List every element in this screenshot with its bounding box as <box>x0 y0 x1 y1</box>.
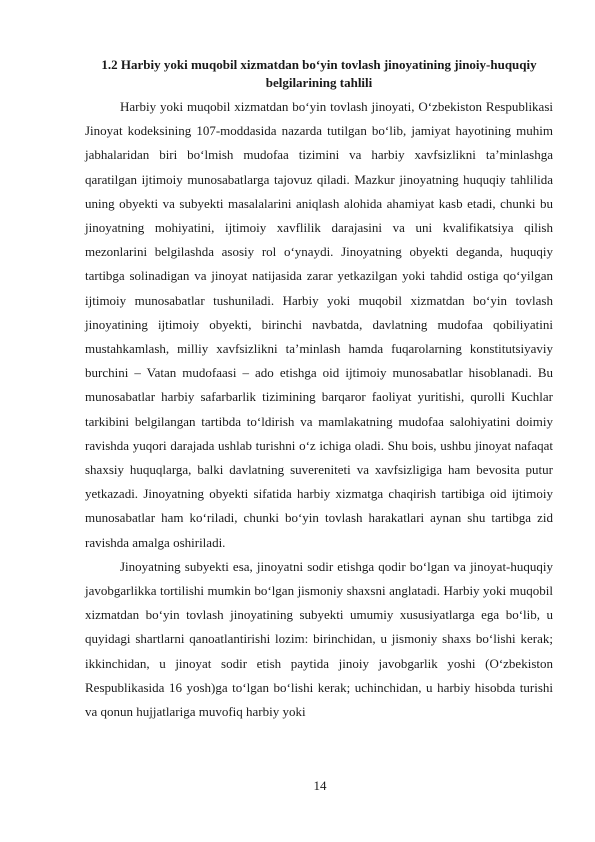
paragraph: Harbiy yoki muqobil xizmatdan bo‘yin tovlash jinoyati, O‘zbekiston Respublikasi Jinoyat kodeksining 107-moddasida nazarda tutilgan bo‘lib, jamiyat hayotining muhim jabhalaridan biri bo‘lmish mudofaa tizimini va harbiy xavfsizlikni ta’minlashga qaratilgan ijtimoiy munosabatlarga tajovuz qiladi. Mazkur jinoyatning huquqiy tahlilida uning obyekti va subyekti masalalarini aniqlash alohida ahamiyat kasb etadi, chunki bu jinoyatning mohiyatini, ijtimoiy xavflilik darajasini va uni kvalifikatsiya qilish mezonlarini belgilashda asosiy rol o‘ynaydi. Jinoyatning obyekti deganda, huquqiy tartibga solinadigan va jinoyat natijasida zarar yetkazilgan yoki tahdid ostiga qo‘yilgan ijtimoiy munosabatlar tushuniladi. Harbiy yoki muqobil xizmatdan bo‘yin tovlash jinoyatining ijtimoiy obyekti, birinchi navbatda, davlatning mudofaa qobiliyatini mustahkamlash, milliy xavfsizlikni ta’minlash hamda fuqarolarning konstitutsiyaviy burchini – Vatan mudofaasi – ado etishga oid ijtimoiy munosabatlar hisoblanadi. Bu munosabatlar harbiy safarbarlik tizimining barqaror faoliyat yuritishi, qurolli Kuchlar tarkibini belgilangan tartibda to‘ldirish va mamlakatning mudofaa salohiyatini doimiy ravishda yuqori darajada ushlab turishni o‘z ichiga oladi. Shu bois, ushbu jinoyat nafaqat shaxsiy huquqlarga, balki davlatning suvereniteti va xavfsizligiga ham bevosita putur yetkazadi. Jinoyatning obyekti sifatida harbiy xizmatga chaqirish tartibiga oid ijtimoiy munosabatlar ham ko‘riladi, chunki bo‘yin tovlash harakatlari aynan shu tartibga zid ravishda amalga oshiriladi. <box>85 99 553 550</box>
section-heading: 1.2 Harbiy yoki muqobil xizmatdan bo‘yin tovlash jinoyatining jinoiy-huquqiy belgilarining tahlili <box>101 57 537 90</box>
body-text <box>85 95 553 724</box>
page-number: 14 <box>313 778 327 793</box>
paragraph: Jinoyatning subyekti esa, jinoyatni sodir etishga qodir bo‘lgan va jinoyat-huquqiy javobgarlikka tortilishi mumkin bo‘lgan jismoniy shaxsni anglatadi. Harbiy yoki muqobil xizmatdan bo‘yin tovlash jinoyatining subyekti umumiy xususiyatlarga ega bo‘lib, u quyidagi shartlarni qanoatlantirishi lozim: birinchidan, u jismoniy shaxs bo‘lishi kerak; ikkinchidan, u jinoyat sodir etish paytida jinoiy javobgarlik yoshi (O‘zbekiston Respublikasida 16 yosh)ga to‘lgan bo‘lishi kerak; uchinchidan, u harbiy hisobda turishi va qonun hujjatlariga muvofiq harbiy yoki <box>85 558 553 720</box>
